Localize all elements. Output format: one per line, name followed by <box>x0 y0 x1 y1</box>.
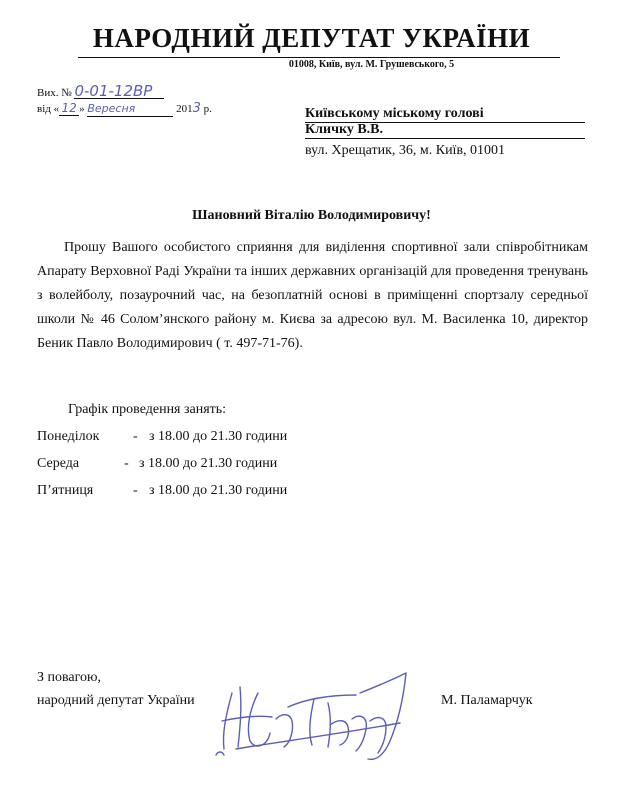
letterhead-address: 01008, Київ, вул. М. Грушевського, 5 <box>288 59 455 70</box>
recipient-line-1: Київському міському голові <box>305 106 484 121</box>
schedule-day: Середа <box>37 456 80 471</box>
signer-name: М. Паламарчук <box>441 693 533 708</box>
recipient-street: вул. Хрещатик, 36, м. Київ, 01001 <box>305 143 506 158</box>
schedule-time: з 18.00 до 21.30 години <box>149 429 288 444</box>
schedule-dash: - <box>124 456 129 471</box>
date-mid: » <box>79 103 85 115</box>
date-year-digit: 3 <box>192 101 201 116</box>
date-prefix: від « <box>37 103 60 115</box>
body-paragraph: Прошу Вашого особистого сприяння для виділення спортивної зали співробітникам Апарату Верховної Раді України та інших державних організацій для проведення тренувань з волейболу, позаурочний час, на безоплатній основі в приміщенні спортзалу середньої школи № 46 Солом’янского району м. Києва за адресою вул. М. Василенка 10, директор Беник Павло Володимирович ( т. 497-71-76). <box>37 240 588 351</box>
date-month: Вересня <box>87 102 173 117</box>
outgoing-number <box>37 84 164 100</box>
schedule-time: з 18.00 до 21.30 години <box>139 456 278 471</box>
recipient-line-2: Кличку В.В. <box>305 122 384 137</box>
handwritten-signature <box>210 663 435 763</box>
schedule-title: Графік проведення занять: <box>68 402 227 417</box>
letterhead-title: НАРОДНИЙ ДЕПУТАТ УКРАЇНИ <box>92 23 531 53</box>
schedule-dash: - <box>133 429 138 444</box>
date-year-suffix: р. <box>203 103 212 115</box>
date-day: 12 <box>59 101 79 116</box>
recipient-rule-2 <box>305 138 585 139</box>
outgoing-number-value: 0-01-12ВР <box>74 84 164 99</box>
schedule-day: Понеділок <box>37 429 100 444</box>
closing: З повагою, <box>37 670 101 685</box>
schedule-time: з 18.00 до 21.30 години <box>149 483 288 498</box>
outgoing-date <box>37 101 212 117</box>
greeting: Шановний Віталію Володимировичу! <box>192 208 431 223</box>
signer-position: народний депутат України <box>37 693 195 708</box>
outgoing-number-label: Вих. № <box>37 87 72 99</box>
date-year-printed: 201 <box>176 103 193 115</box>
schedule-dash: - <box>133 483 138 498</box>
schedule-day: П’ятниця <box>37 483 94 498</box>
